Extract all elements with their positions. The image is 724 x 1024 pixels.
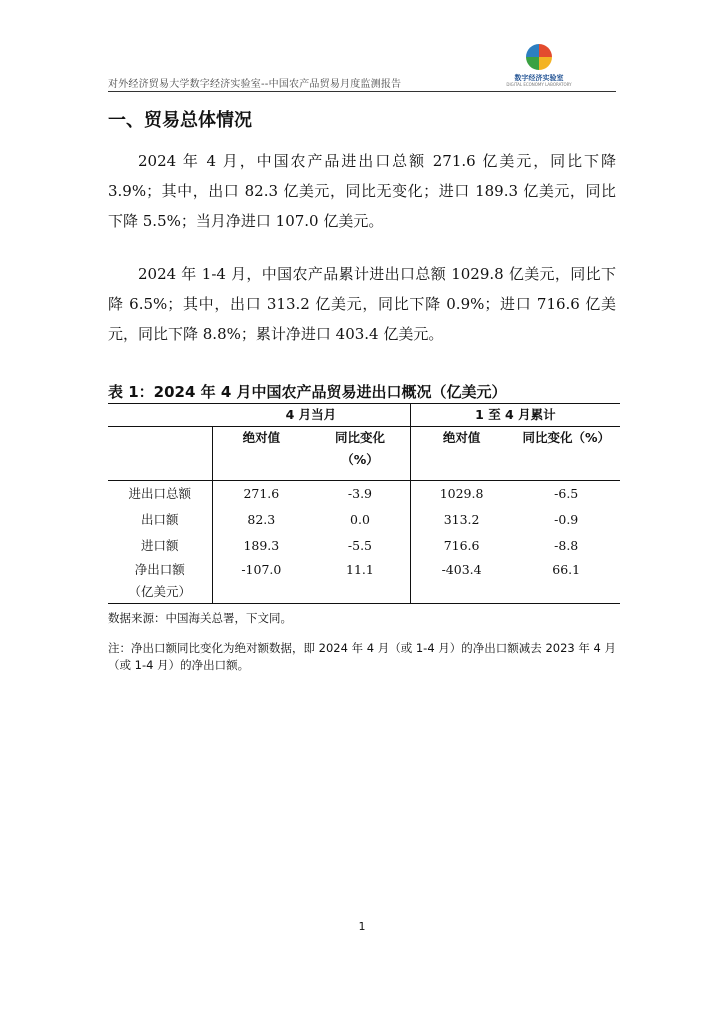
cell-month-yoy: 0.0 (350, 512, 370, 527)
cell-month-abs: -107.0 (212, 559, 310, 604)
running-title: 对外经济贸易大学数字经济实验室--中国农产品贸易月度监测报告 (108, 79, 402, 90)
cell-month-yoy: -5.5 (347, 538, 373, 553)
cell-ytd-abs: -403.4 (410, 559, 512, 604)
row-label: 进出口总额 (128, 486, 192, 501)
cell-month-abs: 189.3 (212, 533, 310, 559)
group-header-ytd: 1 至 4 月累计 (410, 404, 620, 427)
table-row-net-export (108, 559, 620, 604)
cell-ytd-yoy: 66.1 (512, 559, 620, 604)
lab-logo-text: 数字经济实验室 (514, 74, 564, 82)
page-number: 1 (358, 920, 366, 933)
header-ytd-abs: 绝对值 (410, 427, 512, 481)
cell-month-yoy: 11.1 (310, 559, 410, 604)
group-header-month: 4 月当月 (212, 404, 410, 427)
header-month-yoy-line2: （%） (341, 452, 379, 467)
page-header (108, 40, 616, 92)
row-label: 出口额 (141, 512, 179, 527)
remark-note: 注：净出口额同比变化为绝对额数据，即 2024 年 4 月（或 1-4 月）的净出口额减去 2023 年 4 月（或 1-4 月）的净出口额。 (108, 641, 617, 672)
cell-ytd-yoy: -0.9 (554, 512, 579, 527)
header-month-yoy-line1: 同比变化 (334, 430, 385, 445)
cell-ytd-abs: 1029.8 (410, 481, 512, 508)
paragraph-monthly-summary: 2024 年 4 月，中国农产品进出口总额 271.6 亿美元，同比下降 3.9%；其中，出口 82.3 亿美元，同比无变化；进口 189.3 亿美元，同比下降 5.5%；当月净进口 107.0 亿美元。 (108, 152, 616, 230)
cell-month-yoy: -3.9 (347, 486, 373, 501)
cell-ytd-abs: 716.6 (410, 533, 512, 559)
paragraph-ytd-summary: 2024 年 1-4 月，中国农产品累计进出口总额 1029.8 亿美元，同比下降 6.5%；其中，出口 313.2 亿美元，同比下降 0.9%；进口 716.6 亿美元，同比下降 8.8%；累计净进口 403.4 亿美元。 (108, 265, 616, 343)
header-ytd-yoy: 同比变化（%） (512, 427, 620, 481)
table-group-header-row (108, 404, 620, 427)
header-month-abs: 绝对值 (212, 427, 310, 481)
table-row-export (108, 507, 620, 533)
row-label: 进口额 (141, 538, 179, 553)
table-sub-header-row (108, 427, 620, 481)
row-label-line1: 净出口额 (134, 562, 185, 577)
header-stub-cell (108, 404, 212, 427)
header-month-yoy (310, 427, 410, 481)
table-caption: 表 1：2024 年 4 月中国农产品贸易进出口概况（亿美元） (108, 383, 507, 401)
sub-header-stub-cell (108, 427, 212, 481)
lab-logo-subtext: DIGITAL ECONOMY LABORATORY (506, 82, 572, 87)
cell-ytd-yoy: -8.8 (554, 538, 579, 553)
trade-summary-table (108, 403, 620, 604)
cell-month-abs: 271.6 (212, 481, 310, 508)
row-label-line2: （亿美元） (128, 584, 192, 599)
cell-month-abs: 82.3 (212, 507, 310, 533)
section-title: 一、贸易总体情况 (108, 110, 252, 131)
table-row-total (108, 481, 620, 508)
lab-logo (504, 44, 574, 90)
cell-ytd-yoy: -6.5 (554, 486, 579, 501)
cell-ytd-abs: 313.2 (410, 507, 512, 533)
lab-logo-icon (526, 44, 552, 70)
row-label (108, 559, 212, 604)
table-row-import (108, 533, 620, 559)
header-rule (108, 91, 616, 92)
source-note: 数据来源：中国海关总署，下文同。 (108, 611, 292, 625)
